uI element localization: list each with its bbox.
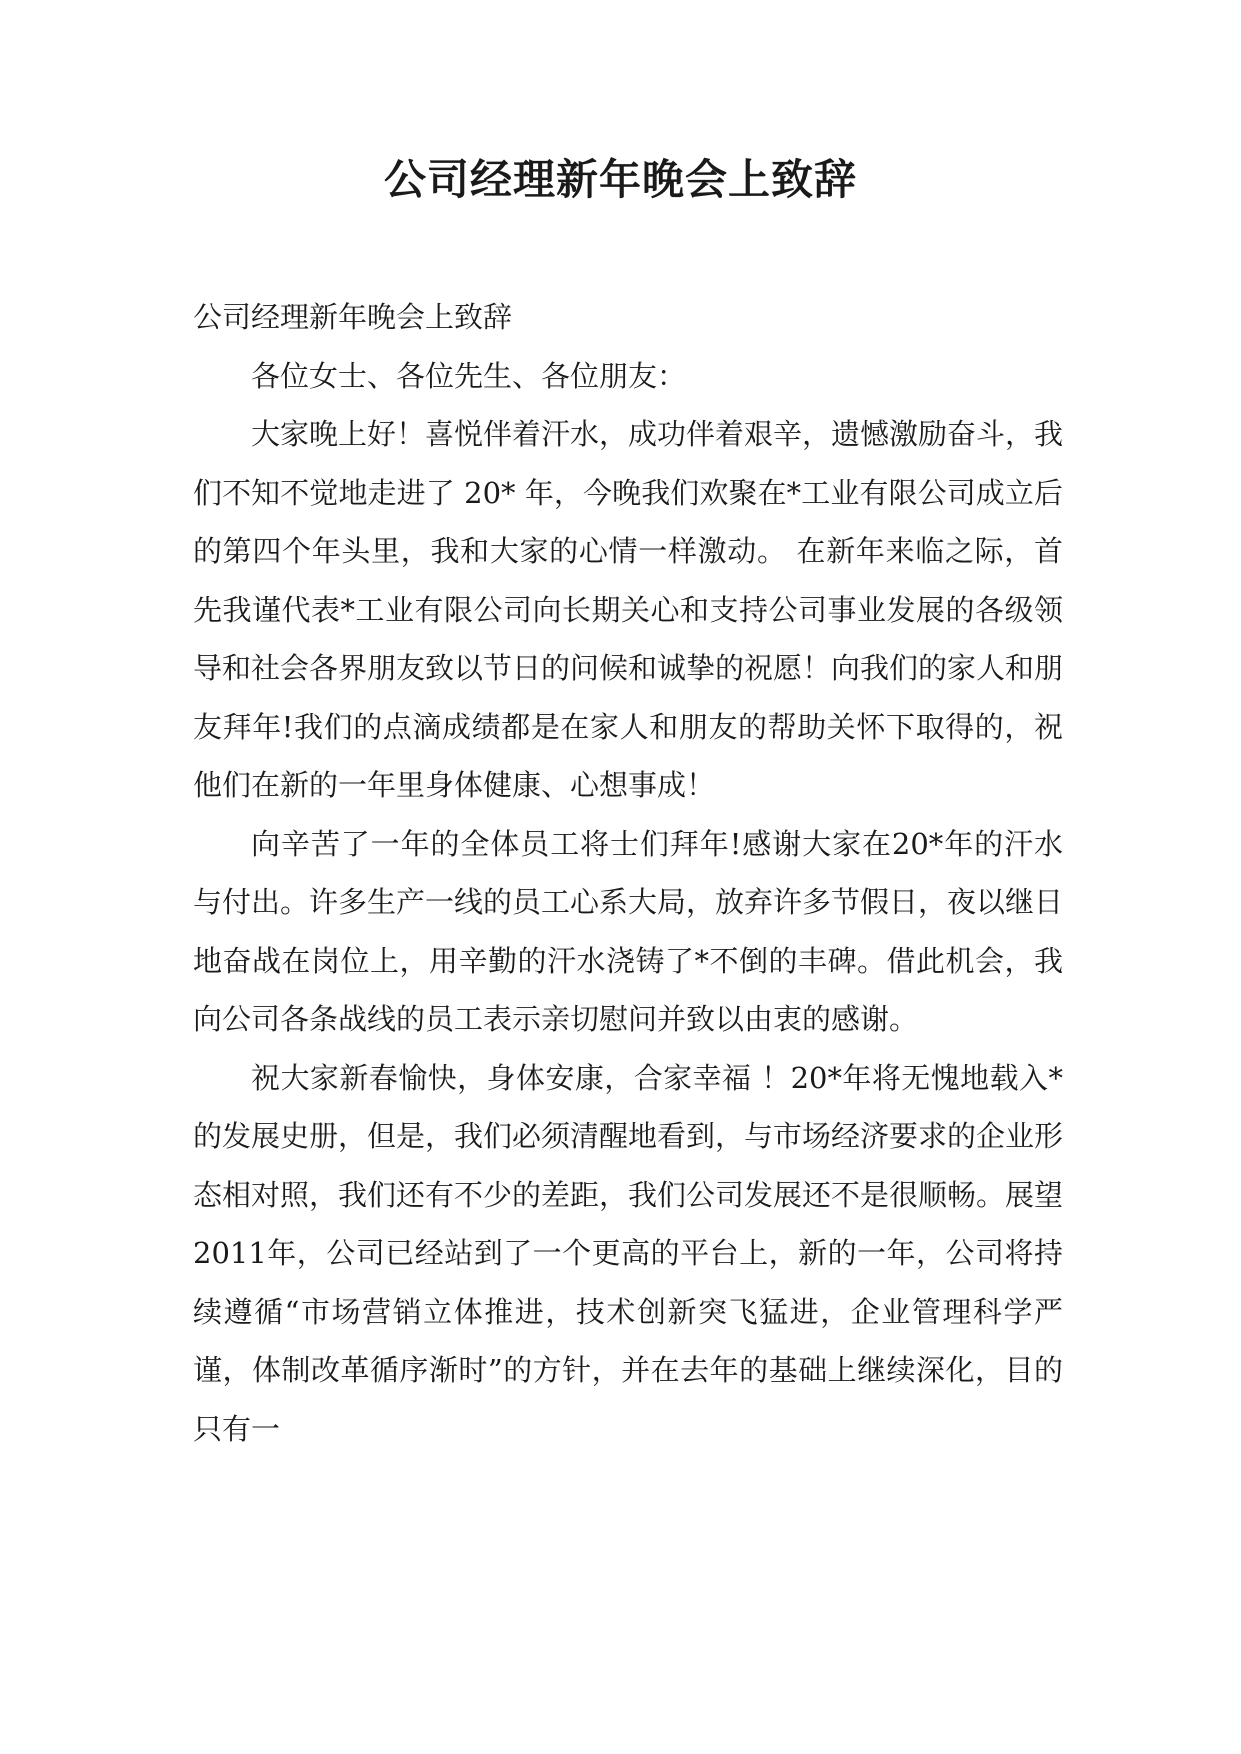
paragraph-3: 祝大家新春愉快，身体安康，合家幸福 ！20*年将无愧地载入*的发展史册，但是，我们必须清醒地看到，与市场经济要求的企业形态相对照，我们还有不少的差距，我们公司发展还不是很顺畅。展望2011年，公司已经站到了一个更高的平台上，新的一年，公司将持续遵循“市场营销立体推进，技术创新突飞猛进，企业管理科学严谨，体制改革循序渐时”的方针，并在去年的基础上继续深化，目的只有一 [193,1060,1064,1446]
document-body [193,288,1063,1458]
document-title: 公司经理新年晚会上致辞 [383,155,857,204]
document-subtitle: 公司经理新年晚会上致辞 [193,300,513,334]
paragraph-1: 大家晚上好！喜悦伴着汗水，成功伴着艰辛，遗憾激励奋斗，我们不知不觉地走进了 20* 年，今晚我们欢聚在*工业有限公司成立后的第四个年头里，我和大家的心情一样激动。 在新年来临之际，首先我谨代表*工业有限公司向长期关心和支持公司事业发展的各级领导和社会各界朋友致以节日的问候和诚挚的祝愿！向我们的家人和朋友拜年!我们的点滴成绩都是在家人和朋友的帮助关怀下取得的，祝他们在新的一年里身体健康、心想事成！ [193,417,1064,802]
paragraph-2: 向辛苦了一年的全体员工将士们拜年!感谢大家在20*年的汗水与付出。许多生产一线的员工心系大局，放弃许多节假日，夜以继日地奋战在岗位上，用辛勤的汗水浇铸了*不倒的丰碑。借此机会，我向公司各条战线的员工表示亲切慰问并致以由衷的感谢。 [193,826,1064,1036]
paragraph-salutation: 各位女士、各位先生、各位朋友： [251,358,687,393]
